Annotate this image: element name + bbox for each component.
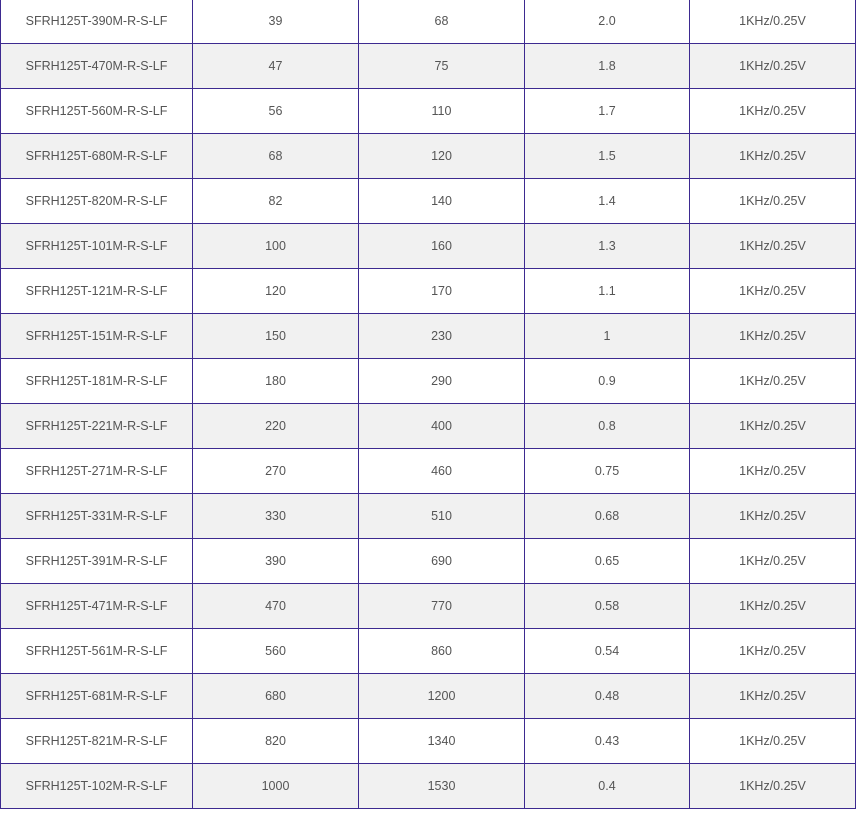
part-number-cell: SFRH125T-121M-R-S-LF [1,269,193,314]
current-cell: 0.65 [525,539,690,584]
inductance-cell: 220 [193,404,359,449]
table-row [1,449,856,494]
table-row [1,89,856,134]
current-cell: 0.4 [525,764,690,809]
part-number-cell: SFRH125T-821M-R-S-LF [1,719,193,764]
part-number-cell: SFRH125T-470M-R-S-LF [1,44,193,89]
current-cell: 0.75 [525,449,690,494]
part-number-cell: SFRH125T-331M-R-S-LF [1,494,193,539]
test-condition-cell: 1KHz/0.25V [690,539,856,584]
test-condition-cell: 1KHz/0.25V [690,449,856,494]
table-row [1,674,856,719]
current-cell: 0.54 [525,629,690,674]
inductance-cell: 150 [193,314,359,359]
dcr-cell: 1340 [359,719,525,764]
part-number-cell: SFRH125T-560M-R-S-LF [1,89,193,134]
table-row [1,224,856,269]
table-row [1,719,856,764]
dcr-cell: 290 [359,359,525,404]
test-condition-cell: 1KHz/0.25V [690,674,856,719]
table-row [1,0,856,44]
dcr-cell: 230 [359,314,525,359]
inductance-cell: 47 [193,44,359,89]
dcr-cell: 770 [359,584,525,629]
current-cell: 0.58 [525,584,690,629]
test-condition-cell: 1KHz/0.25V [690,719,856,764]
inductance-cell: 560 [193,629,359,674]
part-number-cell: SFRH125T-681M-R-S-LF [1,674,193,719]
table-row [1,134,856,179]
table-row [1,629,856,674]
part-number-cell: SFRH125T-181M-R-S-LF [1,359,193,404]
dcr-cell: 690 [359,539,525,584]
part-number-cell: SFRH125T-101M-R-S-LF [1,224,193,269]
current-cell: 1.7 [525,89,690,134]
current-cell: 1.8 [525,44,690,89]
part-number-cell: SFRH125T-151M-R-S-LF [1,314,193,359]
dcr-cell: 460 [359,449,525,494]
current-cell: 2.0 [525,0,690,44]
inductance-cell: 100 [193,224,359,269]
test-condition-cell: 1KHz/0.25V [690,314,856,359]
part-number-cell: SFRH125T-561M-R-S-LF [1,629,193,674]
dcr-cell: 510 [359,494,525,539]
current-cell: 1 [525,314,690,359]
dcr-cell: 860 [359,629,525,674]
table-body [1,0,856,809]
test-condition-cell: 1KHz/0.25V [690,584,856,629]
inductance-cell: 680 [193,674,359,719]
test-condition-cell: 1KHz/0.25V [690,629,856,674]
inductance-cell: 120 [193,269,359,314]
current-cell: 0.43 [525,719,690,764]
inductance-cell: 82 [193,179,359,224]
test-condition-cell: 1KHz/0.25V [690,764,856,809]
test-condition-cell: 1KHz/0.25V [690,269,856,314]
inductance-cell: 180 [193,359,359,404]
inductance-cell: 330 [193,494,359,539]
table-row [1,404,856,449]
inductance-cell: 68 [193,134,359,179]
test-condition-cell: 1KHz/0.25V [690,359,856,404]
table-row [1,44,856,89]
current-cell: 0.48 [525,674,690,719]
test-condition-cell: 1KHz/0.25V [690,89,856,134]
dcr-cell: 160 [359,224,525,269]
part-number-cell: SFRH125T-680M-R-S-LF [1,134,193,179]
test-condition-cell: 1KHz/0.25V [690,44,856,89]
inductance-cell: 820 [193,719,359,764]
table-row [1,764,856,809]
inductance-cell: 39 [193,0,359,44]
current-cell: 1.1 [525,269,690,314]
dcr-cell: 1530 [359,764,525,809]
dcr-cell: 120 [359,134,525,179]
part-number-cell: SFRH125T-471M-R-S-LF [1,584,193,629]
test-condition-cell: 1KHz/0.25V [690,404,856,449]
current-cell: 0.9 [525,359,690,404]
test-condition-cell: 1KHz/0.25V [690,179,856,224]
part-number-cell: SFRH125T-271M-R-S-LF [1,449,193,494]
inductance-cell: 390 [193,539,359,584]
current-cell: 1.3 [525,224,690,269]
inductance-cell: 56 [193,89,359,134]
table-row [1,494,856,539]
table-row [1,584,856,629]
table-row [1,539,856,584]
current-cell: 0.8 [525,404,690,449]
dcr-cell: 68 [359,0,525,44]
test-condition-cell: 1KHz/0.25V [690,134,856,179]
current-cell: 0.68 [525,494,690,539]
table-row [1,269,856,314]
dcr-cell: 1200 [359,674,525,719]
dcr-cell: 110 [359,89,525,134]
current-cell: 1.4 [525,179,690,224]
inductance-cell: 1000 [193,764,359,809]
inductance-cell: 270 [193,449,359,494]
dcr-cell: 75 [359,44,525,89]
part-number-cell: SFRH125T-102M-R-S-LF [1,764,193,809]
part-number-cell: SFRH125T-391M-R-S-LF [1,539,193,584]
part-number-cell: SFRH125T-221M-R-S-LF [1,404,193,449]
dcr-cell: 140 [359,179,525,224]
part-number-cell: SFRH125T-820M-R-S-LF [1,179,193,224]
dcr-cell: 170 [359,269,525,314]
test-condition-cell: 1KHz/0.25V [690,494,856,539]
inductance-cell: 470 [193,584,359,629]
table-row [1,179,856,224]
current-cell: 1.5 [525,134,690,179]
table-row [1,359,856,404]
part-number-cell: SFRH125T-390M-R-S-LF [1,0,193,44]
test-condition-cell: 1KHz/0.25V [690,0,856,44]
dcr-cell: 400 [359,404,525,449]
table-row [1,314,856,359]
test-condition-cell: 1KHz/0.25V [690,224,856,269]
